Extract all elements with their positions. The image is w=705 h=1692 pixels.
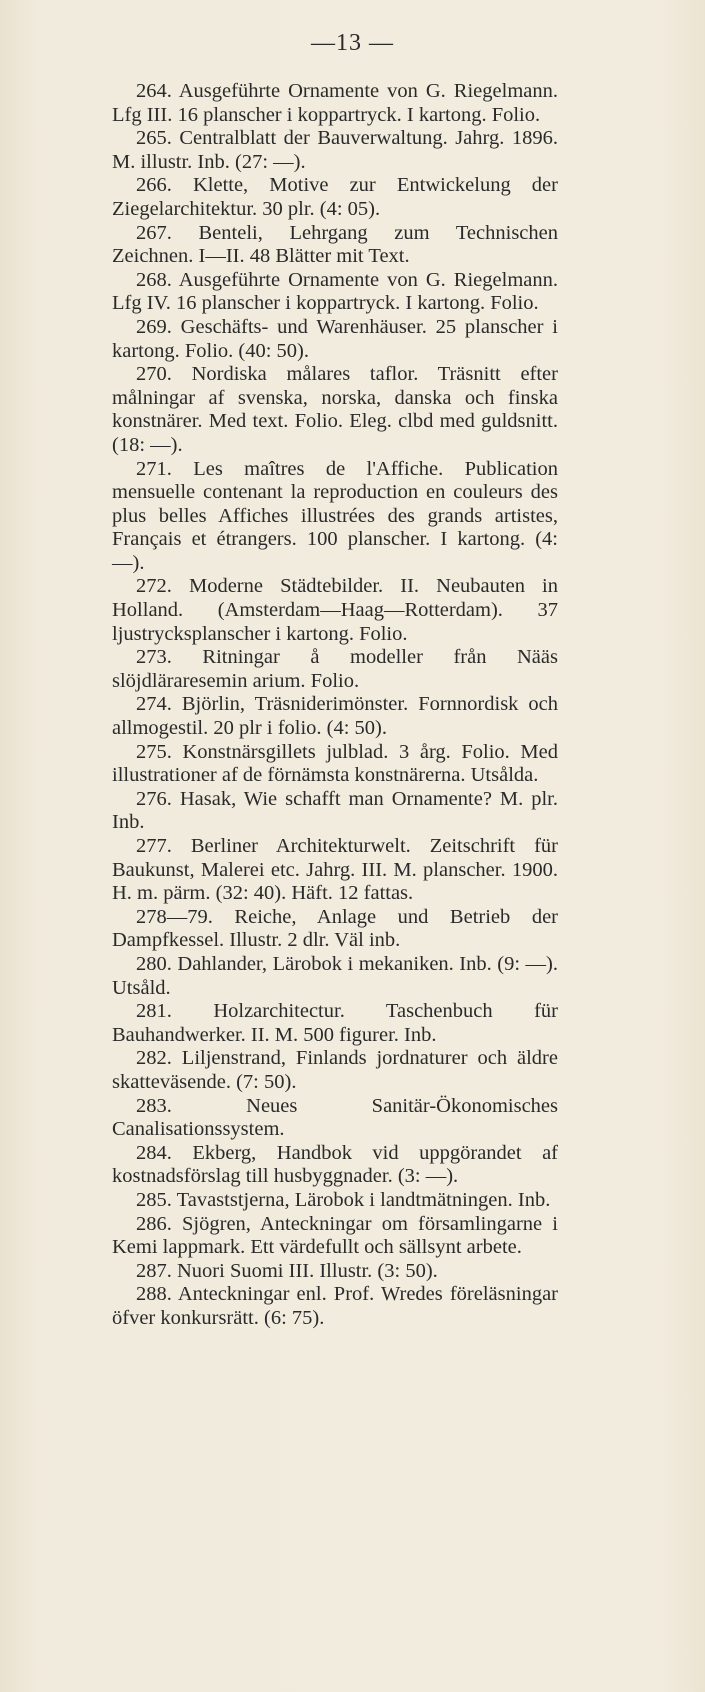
catalogue-entry: 284. Ekberg, Handbok vid uppgörandet af kostnadsförslag till husbyggnader. (3: —). [112, 1141, 558, 1188]
catalogue-entry: 282. Liljenstrand, Finlands jordnaturer och äldre skatteväsende. (7: 50). [112, 1047, 558, 1093]
catalogue-entry: 265. Centralblatt der Bauverwaltung. Jahrg. 1896. M. illustr. Inb. (27: —). [112, 127, 558, 173]
catalogue-entry: 270. Nordiska målares taflor. Träsnitt efter målningar af svenska, norska, danska och finska konstnärer. Med text. Folio. Eleg. clbd med guldsnitt. (18: —). [112, 363, 558, 456]
catalogue-entry: 264. Ausgeführte Ornamente von G. Riegelmann. Lfg III. 16 planscher i koppartryck. I kartong. Folio. [112, 80, 558, 126]
catalogue-entry: 287. Nuori Suomi III. Illustr. (3: 50). [136, 1259, 438, 1282]
catalogue-entry: 277. Berliner Architekturwelt. Zeitschrift für Baukunst, Malerei etc. Jahrg. III. M. planscher. 1900. H. m. pärm. (32: 40). Häft. 12 fattas. [112, 835, 558, 905]
catalogue-entry: 266. Klette, Motive zur Entwickelung der Ziegelarchitektur. 30 plr. (4: 05). [112, 174, 558, 220]
catalogue-entry: 274. Björlin, Träsniderimönster. Fornnordisk och allmogestil. 20 plr i folio. (4: 50). [112, 693, 558, 740]
catalogue-entry: 285. Tavaststjerna, Lärobok i landtmätningen. Inb. [136, 1188, 551, 1211]
page-number: —13 — [311, 30, 394, 56]
catalogue-entry: 273. Ritningar å modeller från Nääs slöjdläraresemin arium. Folio. [112, 646, 558, 692]
catalogue-entry: 268. Ausgeführte Ornamente von G. Riegelmann. Lfg IV. 16 planscher i koppartryck. I kartong. Folio. [112, 268, 558, 315]
catalogue-entry: 280. Dahlander, Lärobok i mekaniken. Inb. (9: —). Utsåld. [112, 952, 558, 999]
catalogue-entry: 271. Les maîtres de l'Affiche. Publication mensuelle contenant la reproduction en couleurs des plus belles Affiches illustrées des grands artistes, Français et étrangers. 100 planscher. I kartong. (4: —). [112, 457, 558, 574]
catalogue-entry: 278—79. Reiche, Anlage und Betrieb der Dampfkessel. Illustr. 2 dlr. Väl inb. [112, 905, 558, 952]
catalogue-entry: 276. Hasak, Wie schafft man Ornamente? M. plr. Inb. [112, 787, 558, 834]
catalogue-entry: 288. Anteckningar enl. Prof. Wredes föreläsningar öfver konkursrätt. (6: 75). [112, 1283, 558, 1329]
catalogue-entries [112, 80, 558, 1330]
catalogue-entry: 286. Sjögren, Anteckningar om församlingarne i Kemi lappmark. Ett värdefullt och sällsynt arbete. [112, 1212, 558, 1259]
catalogue-entry: 281. Holzarchitectur. Taschenbuch für Bauhandwerker. II. M. 500 figurer. Inb. [112, 1000, 558, 1046]
catalogue-entry: 283. Neues Sanitär-Ökonomisches Canalisationssystem. [112, 1094, 558, 1141]
catalogue-entry: 275. Konstnärsgillets julblad. 3 årg. Folio. Med illustrationer af de förnämsta konstnärerna. Utsålda. [112, 740, 558, 787]
catalogue-entry: 269. Geschäfts- und Warenhäuser. 25 planscher i kartong. Folio. (40: 50). [112, 315, 558, 362]
catalogue-entry: 272. Moderne Städtebilder. II. Neubauten in Holland. (Amsterdam—Haag—Rotterdam). 37 ljustrycksplanscher i kartong. Folio. [112, 575, 558, 645]
catalogue-entry: 267. Benteli, Lehrgang zum Technischen Zeichnen. I—II. 48 Blätter mit Text. [112, 221, 558, 268]
